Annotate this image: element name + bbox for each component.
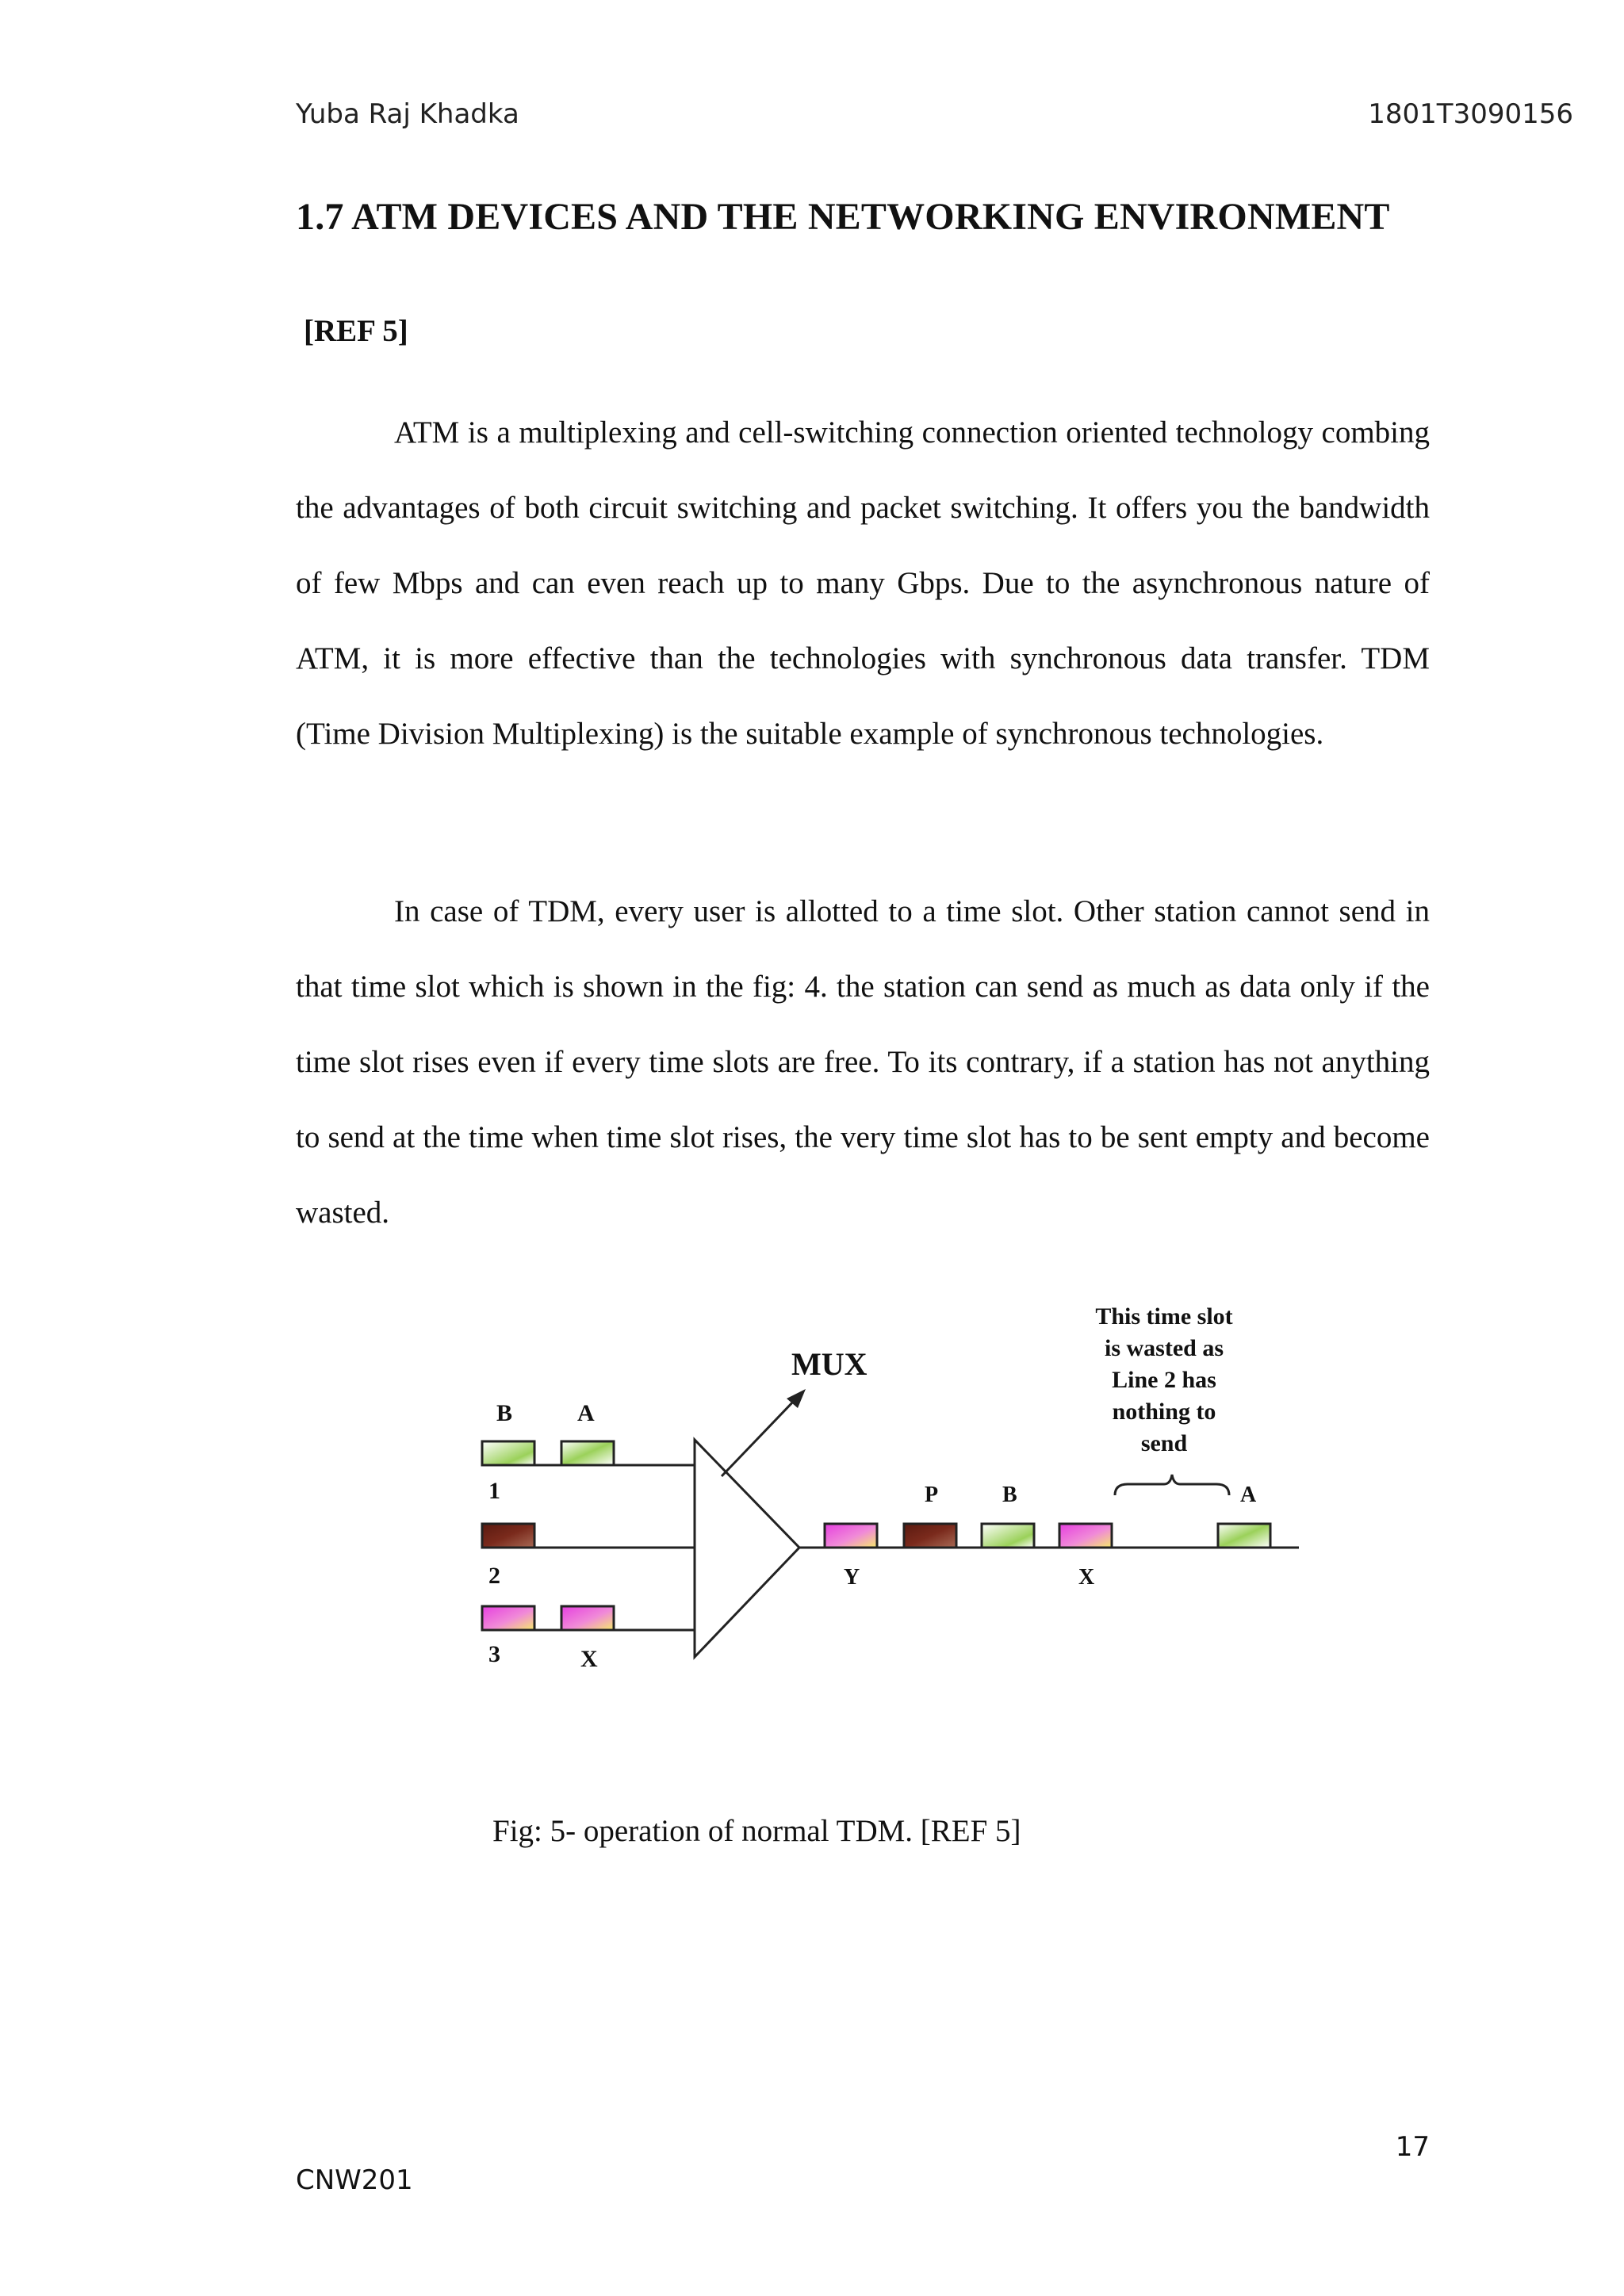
output-label-x: X	[1078, 1565, 1095, 1590]
section-reference: [REF 5]	[304, 314, 408, 348]
output-cell-y	[825, 1524, 877, 1548]
wasted-note-line-1: This time slot	[1095, 1303, 1233, 1330]
line-label-1: 1	[488, 1478, 500, 1504]
input-label-a: A	[577, 1400, 595, 1426]
output-cell-p	[904, 1524, 956, 1548]
page-number: 17	[1395, 2131, 1430, 2163]
paragraph-atm-intro: ATM is a multiplexing and cell-switching connection oriented technology combing the advantages of both circuit switching and packet switching. It offers you the bandwidth of few Mbps and can even reach up to many Gbps. Due to the asynchronous nature of ATM, it is more effective than the technologies with synchronous data transfer. TDM (Time Division Multiplexing) is the suitable example of synchronous technologies.	[296, 415, 1430, 751]
footer-course-code: CNW201	[296, 2164, 413, 2196]
header-student-id: 1801T3090156	[1368, 98, 1573, 130]
input-label-x: X	[580, 1646, 598, 1672]
wasted-note-line-3: Line 2 has	[1112, 1367, 1216, 1393]
input-cell-a	[561, 1441, 614, 1465]
output-cell-x	[1059, 1524, 1112, 1548]
input-cell-x	[561, 1606, 614, 1630]
wasted-note-line-4: nothing to	[1112, 1399, 1216, 1425]
paragraph-tdm-explanation: In case of TDM, every user is allotted to a time slot. Other station cannot send in that time slot which is shown in the fig: 4. the station can send as much as data only if the time slot rises even if every time slots are free. To its contrary, if a station has not anything to send at the time when time slot rises, the very time slot has to be sent empty and become wasted.	[296, 894, 1430, 1230]
figure-caption: Fig: 5- operation of normal TDM. [REF 5]	[492, 1814, 1021, 1848]
output-label-p: P	[925, 1483, 939, 1507]
input-cell-b	[482, 1441, 534, 1465]
line-label-3: 3	[488, 1641, 500, 1667]
wasted-note-line-5: send	[1140, 1430, 1188, 1456]
wasted-slot-brace	[1115, 1475, 1229, 1495]
tdm-diagram	[460, 1300, 1332, 1689]
header-author: Yuba Raj Khadka	[296, 98, 519, 130]
line-label-2: 2	[488, 1563, 500, 1589]
output-label-a: A	[1240, 1483, 1257, 1507]
output-cell-a	[1218, 1524, 1270, 1548]
output-label-b: B	[1002, 1483, 1017, 1507]
wasted-note-line-2: is wasted as	[1104, 1335, 1224, 1361]
mux-triangle	[695, 1440, 799, 1657]
mux-pointer-line	[722, 1399, 796, 1476]
mux-label: MUX	[791, 1346, 868, 1382]
output-cell-b	[982, 1524, 1034, 1548]
input-cell-y	[482, 1606, 534, 1630]
output-label-y: Y	[844, 1565, 860, 1590]
input-cell-p	[482, 1524, 534, 1548]
input-label-b: B	[496, 1400, 513, 1426]
section-title: 1.7 ATM DEVICES AND THE NETWORKING ENVIRONMENT	[296, 196, 1390, 238]
